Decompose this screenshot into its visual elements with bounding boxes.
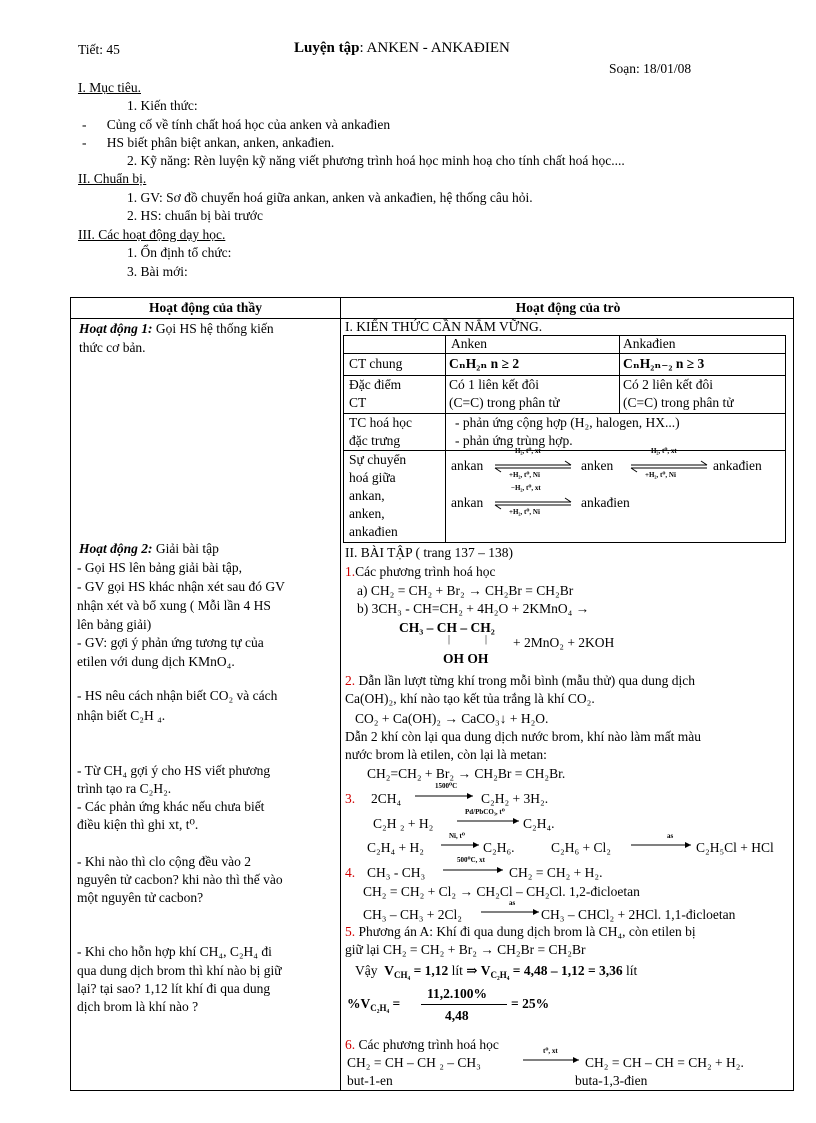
compound-name: buta-1,3-đien	[575, 1073, 648, 1088]
objective-bullet: - HS biết phân biệt ankan, anken, ankađien.	[82, 135, 335, 150]
arrow-condition: −H₂, t⁰, xt	[647, 447, 677, 455]
lesson-number: Tiết: 45	[78, 42, 120, 57]
row-feature-label: Đặc điểm	[349, 377, 402, 392]
ex2-line: Dẫn 2 khí còn lại qua dung dịch nước brom, khí nào làm mất màu	[345, 729, 702, 744]
prepared-date: Soạn: 18/01/08	[609, 61, 692, 76]
arrow-condition: t⁰, xt	[543, 1047, 558, 1055]
row-conversion-label: ankađien	[349, 524, 398, 539]
reaction-arrow-icon	[521, 1056, 583, 1066]
arrow-condition: Pd/PbCO₃, t⁰	[465, 808, 505, 816]
exercises-heading: II. BÀI TẬP ( trang 137 – 138)	[345, 545, 513, 560]
reaction-arrow-icon	[413, 792, 477, 802]
exercise-1: 1.Các phương trình hoá học	[345, 564, 496, 579]
compound-name: but-1-en	[347, 1073, 393, 1088]
reaction-arrow-icon	[629, 841, 695, 851]
arrow-condition: +H₂, t⁰, Ni	[509, 508, 540, 516]
objective-bullet: - Củng cố về tính chất hoá học của anken và ankađien	[82, 117, 391, 132]
ankadien-feature: (C=C) trong phân tử	[623, 395, 734, 410]
teacher-line: điều kiện thì ghi xt, t⁰.	[77, 817, 199, 832]
teacher-line: dịch brom là khí nào ?	[77, 999, 199, 1014]
skill-objective: 2. Kỹ năng: Rèn luyện kỹ năng viết phương trình hoá học minh hoạ cho tính chất hoá học....	[127, 153, 625, 168]
ex5-volume: Vậy $V_{CH_4} = 1,12$ lít ⇒ $V_{C_2H_4} = 4,48 - 1,12 = 3,36$ lít	[355, 963, 638, 980]
teacher-line: - Từ CH₄ gợi ý cho HS viết phương	[77, 763, 271, 778]
arrow-condition: +H₂, t⁰, Ni	[509, 471, 540, 479]
exercise-6: 6. Các phương trình hoá học	[345, 1037, 499, 1052]
teacher-line: etilen với dung dịch KMnO₄.	[77, 654, 235, 669]
property-polymerization: - phản ứng trùng hợp.	[455, 433, 573, 448]
property-addition: - phản ứng cộng hợp (H₂, halogen, HX...)	[455, 415, 680, 430]
teacher-line: - Khi cho hỗn hợp khí CH₄, C₂H₄ đi	[77, 944, 272, 959]
teacher-line: lại? tại sao? 1,12 lít khí đi qua dung	[77, 981, 271, 996]
section-activities-heading: III. Các hoạt động dạy học.	[78, 227, 226, 242]
conv-anken: anken	[581, 458, 614, 473]
equation: CH₂=CH₂ + Br₂ → CH₂Br = CH₂Br.	[367, 766, 566, 781]
arrow-condition: 500⁰C, xt	[457, 856, 485, 864]
arrow-condition: as	[509, 899, 516, 907]
equation: b) 3CH₃ - CH=CH₂ + 4H₂O + 2KMnO₄ →	[357, 601, 590, 616]
prep-teacher: 1. GV: Sơ đồ chuyển hoá giữa ankan, anken và ankađien, hệ thống câu hỏi.	[127, 190, 533, 205]
arrow-condition: −H₂, t⁰, xt	[511, 484, 541, 492]
arrow-condition: +H₂, t⁰, Ni	[645, 471, 676, 479]
teacher-column-header: Hoạt động của thầy	[149, 300, 262, 315]
activity-1: Hoạt động 1: Gọi HS hệ thống kiến	[79, 321, 274, 336]
ex5-result: = 25%	[511, 996, 550, 1011]
equation: CH₂ = CH₂ + H₂.	[509, 865, 603, 880]
equation: a) CH₂ = CH₂ + Br₂ → CH₂Br = CH₂Br	[357, 583, 574, 598]
exercise-3-number: 3.	[345, 791, 356, 806]
reaction-arrow-icon	[479, 908, 543, 918]
equation: C₂H ₂ + H₂	[373, 816, 434, 831]
ankadien-formula: CₙH₂ₙ₋₂ n ≥ 3	[623, 356, 705, 371]
exercise-5: 5. Phương án A: Khí đi qua dung dịch brom là CH₄, còn etilen bị	[345, 924, 696, 939]
anken-feature: Có 1 liên kết đôi	[449, 377, 539, 392]
knowledge-heading: I. KIẾN THỨC CẦN NẮM VỮNG.	[345, 319, 543, 334]
row-feature-label: CT	[349, 395, 367, 410]
row-property-label: TC hoá học	[349, 415, 412, 430]
teacher-line: trình tạo ra C₂H₂.	[77, 781, 172, 796]
teacher-line: - GV gọi HS khác nhận xét sau đó GV	[77, 579, 285, 594]
activity-1-cont: thức cơ bản.	[79, 340, 146, 355]
row-formula-label: CT chung	[349, 356, 403, 371]
equation-product: + 2MnO₂ + 2KOH	[513, 635, 615, 650]
equation: CO₂ + Ca(OH)₂ → CaCO₃↓ + H₂O.	[355, 711, 549, 726]
reaction-arrow-icon	[439, 841, 483, 851]
section-objectives-heading: I. Mục tiêu.	[78, 80, 141, 95]
teacher-line: - Gọi HS lên bảng giải bài tập,	[77, 560, 242, 575]
activity-2: Hoạt động 2: Giải bài tập	[79, 541, 219, 556]
teacher-line: nguyên tử cacbon? khi nào thì thế vào	[77, 872, 283, 887]
row-conversion-label: ankan,	[349, 488, 385, 503]
equation-product: CH₃ – CH – CH₂	[399, 620, 495, 635]
conv-ankadien: ankađien	[713, 458, 762, 473]
knowledge-label: 1. Kiến thức:	[127, 98, 198, 113]
knowledge-summary-table	[343, 335, 786, 543]
anken-feature: (C=C) trong phân tử	[449, 395, 560, 410]
col-ankadien: Ankađien	[623, 336, 676, 351]
equation: CH₃ – CHCl₂ + 2HCl. 1,1-đicloetan	[541, 907, 736, 922]
teacher-line: qua dung dịch brom thì khí nào bị giữ	[77, 963, 282, 978]
teacher-line: một nguyên tử cacbon?	[77, 890, 204, 905]
teacher-line: - Các phản ứng khác nếu chưa biết	[77, 799, 265, 814]
conv-ankan: ankan	[451, 458, 484, 473]
activity-item: 3. Bài mới:	[127, 264, 188, 279]
equation: C₂H₆.	[483, 840, 515, 855]
equation: CH₃ – CH₃ + 2Cl₂	[363, 907, 462, 922]
equation: C₂H₄.	[523, 816, 555, 831]
teacher-line: nhận biết C₂H ₄.	[77, 708, 166, 723]
ex2-line: nước brom là etilen, còn lại là metan:	[345, 747, 547, 762]
reaction-arrow-icon	[441, 866, 507, 876]
arrow-condition: Ni, t⁰	[449, 832, 465, 840]
ex5-line: giữ lại CH₂ = CH₂ + Br₂ → CH₂Br = CH₂Br	[345, 942, 586, 957]
row-property-label: đặc trưng	[349, 433, 401, 448]
exercise-4-number: 4.	[345, 865, 356, 880]
activities-table: Hoạt động của thầy Hoạt động của trò Hoạt động 1: Gọi HS hệ thống kiến thức cơ bản. Hoạt động 2: Giải bài tập - Gọi HS lên bảng giải bài tập, - GV gọi HS khác nhận xét sau đó GV nhận xét và bổ xung ( Mỗi lần 4 HS lên bảng giải) - GV: gợi ý phản ứng tương tự của etilen với dung dịch KMnO₄. - HS nêu cách nhận biết CO₂ và cách nhận biết C₂H ₄. - Từ CH₄ gợi ý cho HS viết phương trình tạo ra C₂H₂. - Các phản ứng khác nếu chưa biết điều kiện thì ghi xt, t⁰. - Khi nào thì clo cộng đều vào 2 nguyên tử cacbon? khi nào thì thế vào một nguyên tử cacbon? - Khi cho hỗn hợp khí CH₄, C₂H₄ đi qua dung dịch brom thì khí nào bị giữ lại? tại sao? 1,12 lít khí đi qua dung dịch brom là khí nào ? I. KIẾN THỨC CẦN NẮM VỮNG. Anken Ankađien CT chung CₙH₂ₙ n ≥ 2 CₙH₂ₙ₋₂ n ≥ 3 Đặc điểm CT Có 1 liên kết đôi (C=C) trong phân tử Có 2 liên kết đôi (C=C) trong phân tử TC hoá học đặc trưng - phản ứng cộng hợp (H₂, halogen, HX...) - phản ứng trùng hợp. Sự chuyển hoá giữa ankan, anken, ankađien ankan −H₂, t⁰, xt +H₂, t⁰, Ni anken −H₂, t⁰, xt +H₂, t⁰, Ni ankađien ankan −H₂, t⁰, xt +H₂, t⁰, Ni ankađien II. BÀI TẬP ( trang 137 – 138) 1.Các phương trình hoá học a) CH₂ = CH₂ + Br₂ → CH₂Br = CH₂Br b) 3CH₃ - CH=CH₂ + 4H₂O + 2KMnO₄ → CH₃ – CH – CH₂ + 2MnO₂ + 2KOH | | OH OH 2. Dẫn lần lượt từng khí trong mỗi bình (mẫu thử) qua dung dịch Ca(OH)₂, khí nào tạo kết tủa trắng là khí CO₂. CO₂ + Ca(OH)₂ → CaCO₃↓ + H₂O. Dẫn 2 khí còn lại qua dung dịch nước brom, khí nào làm mất màu nước brom là etilen, còn lại là metan: CH₂=CH₂ + Br₂ → CH₂Br = CH₂Br. 3. 2CH₄ 1500⁰C C₂H₂ + 3H₂. C₂H ₂ + H₂ Pd/PbCO₃, t⁰ C₂H₄. C₂H₄ + H₂ Ni, t⁰ C₂H₆. C₂H₆ + Cl₂ as C₂H₅Cl + HCl 4. CH₃ - CH₃ 500⁰C, xt CH₂ = CH₂ + H₂. CH₂ = CH₂ + Cl₂ → CH₂Cl – CH₂Cl. 1,2-đicloetan CH₃ – CH₃ + 2Cl₂ as CH₃ – CHCl₂ + 2HCl. 1,1-đicloetan 5. Phương án A: Khí đi qua dung dịch brom là CH₄, còn etilen bị giữ lại CH₂ = CH₂ + Br₂ → CH₂Br = CH₂Br Vậy $V_{CH_4} = 1,12$ lít ⇒ $V_{C_2H_4} = 4,48 - 1,12 = 3,36$ lít $\%V_{C_2H_4}$ = 11,2.100% 4,48 = 25% 6. Các phương trình hoá học CH₂ = CH – CH ₂ – CH₃ t⁰, xt CH₂ = CH – CH = CH₂ + H₂. but-1-en buta-1,3-đien	[70, 297, 794, 1091]
col-anken: Anken	[451, 336, 487, 351]
prep-student: 2. HS: chuẩn bị bài trước	[127, 208, 263, 223]
row-conversion-label: Sự chuyển	[349, 452, 407, 467]
fraction-numerator: 11,2.100%	[427, 986, 488, 1001]
equation: CH₂ = CH – CH ₂ – CH₃	[347, 1055, 481, 1070]
arrow-condition: 1500⁰C	[435, 782, 458, 790]
equation: C₂H₅Cl + HCl	[696, 840, 774, 855]
equation: CH₂ = CH – CH = CH₂ + H₂.	[585, 1055, 744, 1070]
teacher-line: - GV: gợi ý phản ứng tương tự của	[77, 635, 264, 650]
equation-product: OH OH	[443, 651, 489, 666]
ex2-line: Ca(OH)₂, khí nào tạo kết tủa trắng là khí CO₂.	[345, 691, 595, 706]
arrow-condition: −H₂, t⁰, xt	[511, 447, 541, 455]
equation: CH₃ - CH₃	[367, 865, 426, 880]
reaction-arrow-icon	[455, 817, 523, 827]
teacher-line: nhận xét và bổ xung ( Mỗi lần 4 HS	[77, 598, 271, 613]
ankadien-feature: Có 2 liên kết đôi	[623, 377, 713, 392]
equation: C₂H₆ + Cl₂	[551, 840, 611, 855]
conv-ankan: ankan	[451, 495, 484, 510]
teacher-line: - Khi nào thì clo cộng đều vào 2	[77, 854, 251, 869]
row-conversion-label: anken,	[349, 506, 385, 521]
row-conversion-label: hoá giữa	[349, 470, 396, 485]
teacher-line: - HS nêu cách nhận biết CO₂ và cách	[77, 688, 278, 703]
student-column-header: Hoạt động của trò	[515, 300, 621, 315]
ex5-percent: $\%V_{C_2H_4}$ =	[347, 996, 401, 1013]
section-preparation-heading: II. Chuẩn bị.	[78, 171, 147, 186]
equation: CH₂ = CH₂ + Cl₂ → CH₂Cl – CH₂Cl. 1,2-đicloetan	[363, 884, 640, 899]
teacher-line: lên bảng giải)	[77, 617, 152, 632]
conv-ankadien: ankađien	[581, 495, 630, 510]
anken-formula: CₙH₂ₙ n ≥ 2	[449, 356, 520, 371]
equation: C₂H₄ + H₂	[367, 840, 424, 855]
exercise-2: 2. Dẫn lần lượt từng khí trong mỗi bình (mẫu thử) qua dung dịch	[345, 673, 696, 688]
page-title: Luyện tập: ANKEN - ANKAĐIEN	[294, 40, 510, 56]
equation: 2CH₄	[371, 791, 402, 806]
arrow-condition: as	[667, 832, 674, 840]
fraction-bar	[421, 1004, 507, 1005]
activity-item: 1. Ổn định tổ chức:	[127, 245, 232, 260]
equation: C₂H₂ + 3H₂.	[481, 791, 549, 806]
fraction-denominator: 4,48	[445, 1008, 469, 1023]
